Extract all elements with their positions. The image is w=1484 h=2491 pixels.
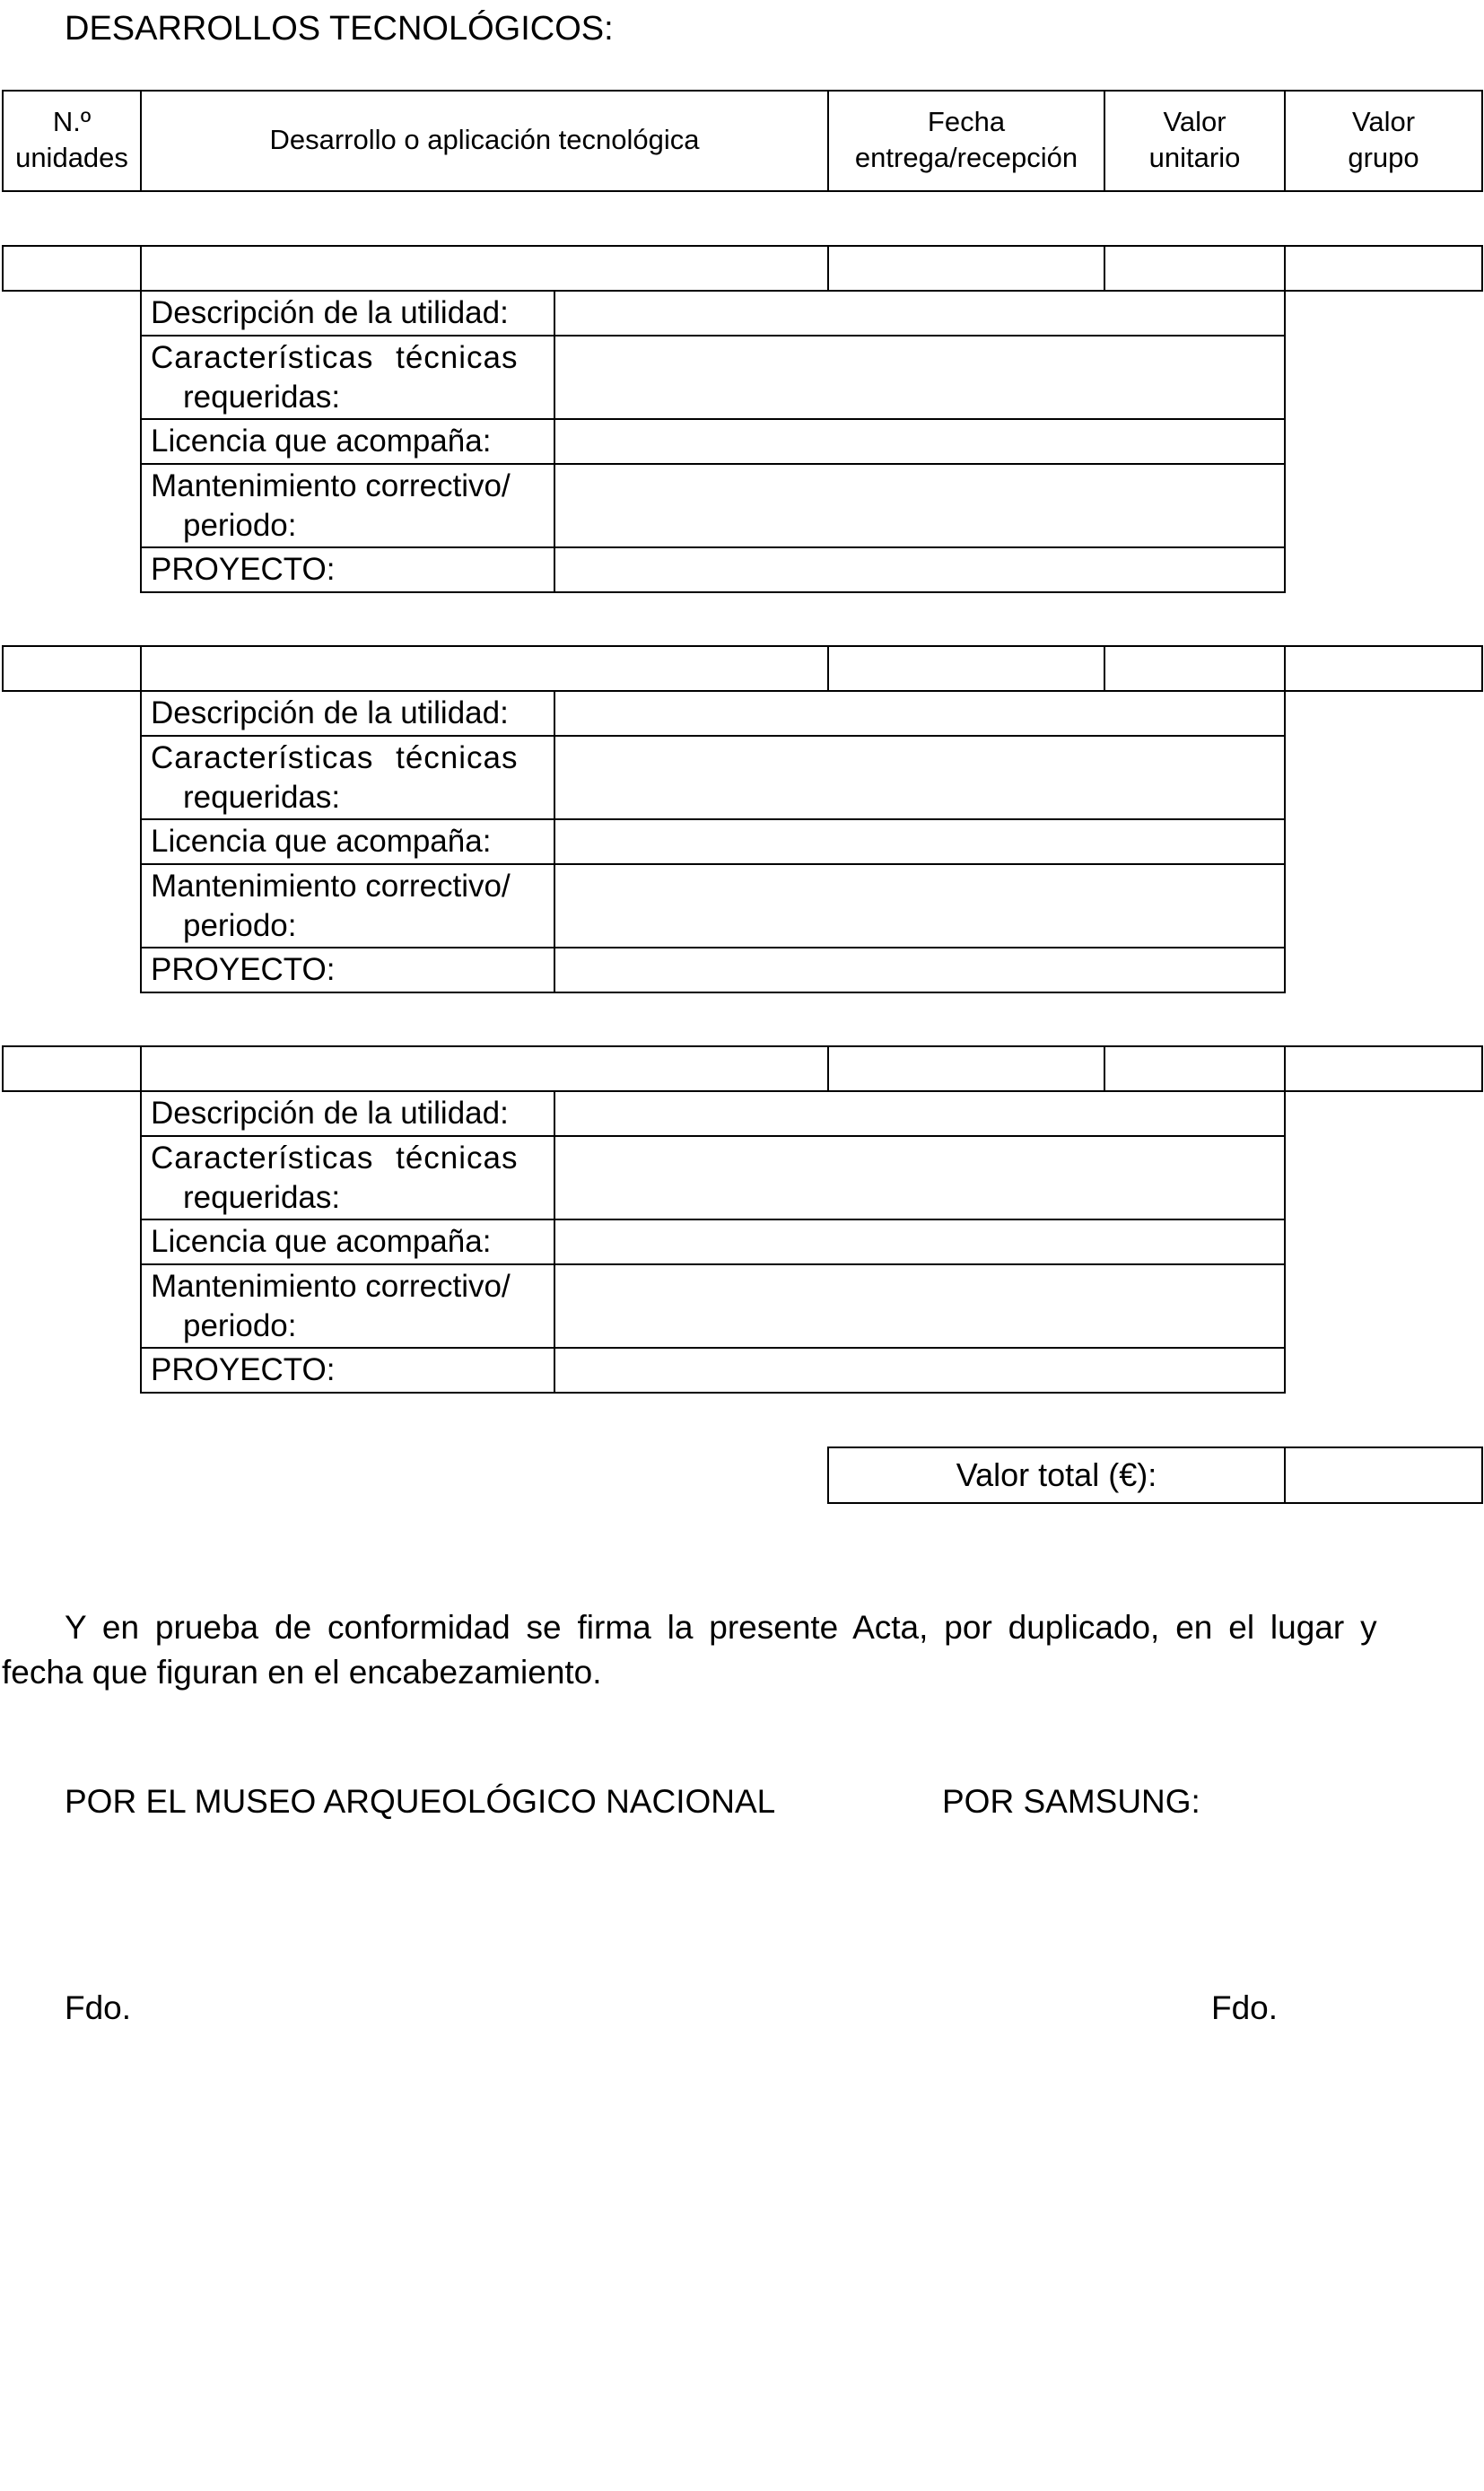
item-unit-value-cell[interactable] — [1104, 1045, 1286, 1092]
item-label-maintenance-line2: periodo: — [183, 1308, 297, 1343]
item-label-technical-line1: Características técnicas — [151, 1141, 519, 1176]
item-value-cell[interactable] — [554, 818, 1286, 865]
header-units-line1: N.º — [52, 106, 92, 137]
item-label-technical-line1: Características técnicas — [151, 740, 519, 775]
item-group-value-cell[interactable] — [1284, 245, 1483, 292]
header-group-value-line2: grupo — [1348, 142, 1419, 173]
item-label-maintenance-line1: Mantenimiento correctivo/ — [151, 869, 511, 904]
item-value-cell[interactable] — [554, 463, 1286, 548]
item-development-cell[interactable] — [140, 645, 829, 692]
header-cell-unit-value — [1104, 90, 1286, 192]
signature-left: Fdo. — [65, 1989, 132, 2026]
item-label-cell — [140, 863, 555, 948]
item-label-cell — [140, 290, 555, 337]
item-label-cell — [140, 1219, 555, 1265]
item-value-cell[interactable] — [554, 1263, 1286, 1349]
signatory-left: POR EL MUSEO ARQUEOLÓGICO NACIONAL — [65, 1783, 776, 1820]
item-development-cell[interactable] — [140, 1045, 829, 1092]
item-label-cell — [140, 418, 555, 465]
item-label-license: Licencia que acompaña: — [151, 1224, 492, 1259]
header-group-value-line1: Valor — [1351, 106, 1416, 137]
item-label-cell — [140, 818, 555, 865]
item-label-cell — [140, 947, 555, 993]
item-unit-value-cell[interactable] — [1104, 245, 1286, 292]
item-value-cell[interactable] — [554, 290, 1286, 337]
item-label-technical-line2: requeridas: — [183, 380, 341, 415]
item-label-license: Licencia que acompaña: — [151, 424, 492, 459]
item-units-cell[interactable] — [2, 245, 142, 292]
item-value-cell[interactable] — [554, 418, 1286, 465]
total-label-cell — [827, 1447, 1286, 1504]
item-label-cell — [140, 546, 555, 593]
item-label-cell — [140, 1347, 555, 1394]
item-label-cell — [140, 1135, 555, 1220]
item-label-technical-line1: Características técnicas — [151, 340, 519, 375]
header-unit-value-line1: Valor — [1163, 106, 1226, 137]
item-label-description: Descripción de la utilidad: — [151, 1096, 509, 1131]
header-date-line1: Fecha — [927, 106, 1006, 137]
header-cell-development — [140, 90, 829, 192]
item-label-maintenance-line2: periodo: — [183, 508, 297, 543]
header-development: Desarrollo o aplicación tecnológica — [269, 124, 700, 155]
item-date-cell[interactable] — [827, 645, 1105, 692]
header-units-line2: unidades — [15, 142, 128, 173]
item-label-cell — [140, 735, 555, 820]
closing-line-1: Y en prueba de conformidad se firma la presente Acta, por duplicado, en el lugar y — [65, 1609, 1377, 1646]
item-date-cell[interactable] — [827, 245, 1105, 292]
item-date-cell[interactable] — [827, 1045, 1105, 1092]
signature-right: Fdo. — [1211, 1989, 1279, 2026]
total-label: Valor total (€): — [956, 1456, 1157, 1493]
item-block — [0, 245, 1484, 604]
item-development-cell[interactable] — [140, 245, 829, 292]
signatory-right: POR SAMSUNG: — [942, 1783, 1200, 1820]
item-label-maintenance-line1: Mantenimiento correctivo/ — [151, 468, 511, 503]
item-value-cell[interactable] — [554, 863, 1286, 948]
item-value-cell[interactable] — [554, 1219, 1286, 1265]
header-cell-units — [2, 90, 142, 192]
item-label-cell — [140, 1263, 555, 1349]
item-value-cell[interactable] — [554, 947, 1286, 993]
header-unit-value-line2: unitario — [1148, 142, 1241, 173]
item-block — [0, 1045, 1484, 1404]
item-label-cell — [140, 690, 555, 737]
item-value-cell[interactable] — [554, 1135, 1286, 1220]
item-label-description: Descripción de la utilidad: — [151, 295, 509, 330]
page-title: DESARROLLOS TECNOLÓGICOS: — [65, 10, 614, 48]
item-group-value-cell[interactable] — [1284, 1045, 1483, 1092]
item-label-maintenance-line1: Mantenimiento correctivo/ — [151, 1269, 511, 1304]
item-label-cell — [140, 463, 555, 548]
item-units-cell[interactable] — [2, 645, 142, 692]
closing-line-2: fecha que figuran en el encabezamiento. — [2, 1654, 602, 1691]
item-label-project: PROYECTO: — [151, 952, 336, 987]
item-label-technical-line2: requeridas: — [183, 1180, 341, 1215]
item-label-license: Licencia que acompaña: — [151, 824, 492, 859]
header-date-line2: entrega/recepción — [854, 142, 1078, 173]
header-cell-group-value — [1284, 90, 1483, 192]
item-label-maintenance-line2: periodo: — [183, 908, 297, 943]
item-group-value-cell[interactable] — [1284, 645, 1483, 692]
item-value-cell[interactable] — [554, 335, 1286, 420]
item-value-cell[interactable] — [554, 1347, 1286, 1394]
item-label-technical-line2: requeridas: — [183, 780, 341, 815]
item-block — [0, 645, 1484, 1004]
item-unit-value-cell[interactable] — [1104, 645, 1286, 692]
header-cell-date — [827, 90, 1105, 192]
item-label-cell — [140, 1090, 555, 1137]
item-label-project: PROYECTO: — [151, 552, 336, 587]
item-units-cell[interactable] — [2, 1045, 142, 1092]
item-value-cell[interactable] — [554, 546, 1286, 593]
table-header — [0, 90, 1484, 192]
item-label-project: PROYECTO: — [151, 1352, 336, 1387]
item-value-cell[interactable] — [554, 1090, 1286, 1137]
item-value-cell[interactable] — [554, 735, 1286, 820]
item-label-cell — [140, 335, 555, 420]
item-label-description: Descripción de la utilidad: — [151, 695, 509, 730]
item-value-cell[interactable] — [554, 690, 1286, 737]
total-value-cell[interactable] — [1284, 1447, 1483, 1504]
